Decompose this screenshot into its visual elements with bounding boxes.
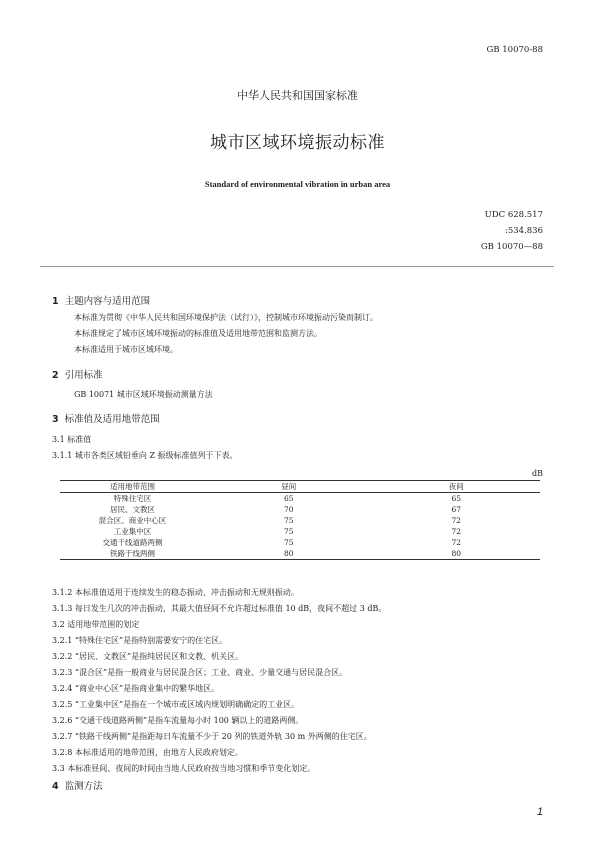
section-3-intro [52, 432, 238, 464]
table-cell: 铁路干线两侧 [110, 549, 155, 558]
gb-code: GB 10070—88 [480, 242, 543, 252]
paragraph: 3.2.1 “特殊住宅区”是指特别需要安宁的住宅区。 [52, 636, 228, 645]
section-4-heading [52, 778, 103, 792]
table-cell: 居民、文教区 [110, 505, 155, 514]
divider [40, 266, 554, 267]
table-cell: 混合区、商业中心区 [98, 516, 167, 525]
national-standard-label: 中华人民共和国国家标准 [237, 89, 358, 102]
table-row [60, 548, 540, 560]
table-cell: 80 [451, 549, 462, 558]
paragraph: 本标准为贯彻《中华人民共和国环境保护法（试行）》，控制城市环境振动污染而制订。 [74, 313, 378, 322]
section-3-heading [52, 411, 160, 425]
table-cell: 80 [283, 549, 294, 558]
table-cell: 75 [283, 527, 294, 536]
table-cell: 75 [283, 516, 294, 525]
paragraph: 3.2 适用地带范围的划定 [52, 620, 140, 629]
table-row [60, 526, 540, 537]
paragraph: 3.2.2 “居民、文教区”是指纯居民区和文教、机关区。 [52, 652, 244, 661]
table-row [60, 537, 540, 548]
table-row [60, 515, 540, 526]
table-cell: 交通干线道路两侧 [102, 538, 163, 547]
page-number: 1 [536, 806, 543, 818]
table-row [60, 504, 540, 515]
classification-codes [481, 207, 543, 255]
table-cell: 72 [451, 516, 462, 525]
vibration-standard-table [60, 480, 540, 560]
paragraph: 3.2.3 “混合区”是指一般商业与居民混合区；工业、商业、少量交通与居民混合区。 [52, 668, 348, 677]
section-number: 4 [52, 781, 59, 792]
paragraph: 3.1.3 每日发生几次的冲击振动，其最大值昼间不允许超过标准值 10 dB，夜间不超过 3 dB。 [52, 604, 387, 613]
section-number: 1 [52, 296, 59, 307]
page-title: 城市区域环境振动标准 [210, 133, 385, 153]
paragraph: 3.2.4 “商业中心区”是指商业集中的繁华地区。 [52, 684, 220, 693]
standard-number: GB 10070-88 [486, 45, 543, 55]
section-title: 主题内容与适用范围 [64, 296, 151, 307]
section-title: 标准值及适用地带范围 [64, 414, 160, 425]
section-3-body [52, 585, 386, 777]
column-header: 夜间 [448, 482, 464, 491]
paragraph: 3.2.5 “工业集中区”是指在一个城市或区域内规划明确确定的工业区。 [52, 700, 300, 709]
table-cell: 72 [451, 527, 462, 536]
section-title: 监测方法 [64, 781, 103, 792]
section-1-body [74, 310, 378, 358]
section-1-heading [52, 293, 150, 307]
paragraph: 3.1 标准值 [52, 435, 92, 444]
paragraph: GB 10071 城市区域环境振动测量方法 [74, 390, 213, 399]
section-title: 引用标准 [64, 370, 103, 381]
section-number: 2 [52, 370, 59, 381]
table-cell: 特殊住宅区 [113, 494, 152, 503]
unit-label: dB [532, 469, 543, 478]
table-row [60, 493, 540, 505]
column-header: 昼间 [281, 482, 297, 491]
udc-code-suffix: :534.836 [504, 226, 543, 236]
section-number: 3 [52, 414, 59, 425]
paragraph: 3.2.7 “铁路干线两侧”是指距每日车流量不少于 20 列的铁道外轨 30 m 外两侧的住宅区。 [52, 732, 372, 741]
table-cell: 工业集中区 [113, 527, 152, 536]
table-cell: 72 [451, 538, 462, 547]
paragraph: 本标准规定了城市区域环境振动的标准值及适用地带范围和监测方法。 [74, 329, 322, 338]
table-cell: 67 [451, 505, 462, 514]
paragraph: 3.3 本标准昼间、夜间的时间由当地人民政府按当地习惯和季节变化划定。 [52, 764, 316, 773]
table-cell: 65 [451, 494, 462, 503]
table-cell: 75 [283, 538, 294, 547]
table-cell: 70 [283, 505, 294, 514]
section-2-body [74, 387, 213, 403]
table-header-row [60, 481, 540, 493]
paragraph: 3.2.8 本标准适用的地带范围，由地方人民政府划定。 [52, 748, 243, 757]
paragraph: 3.1.2 本标准值适用于连续发生的稳态振动、冲击振动和无规则振动。 [52, 588, 299, 597]
column-header: 适用地带范围 [110, 482, 155, 491]
udc-code: UDC 628.517 [484, 210, 543, 220]
table-cell: 65 [283, 494, 294, 503]
section-2-heading [52, 367, 103, 381]
paragraph: 3.2.6 “交通干线道路两侧”是指车流量每小时 100 辆以上的道路两侧。 [52, 716, 304, 725]
english-title: Standard of environmental vibration in urban area [204, 179, 391, 189]
paragraph: 本标准适用于城市区域环境。 [74, 345, 178, 354]
paragraph: 3.1.1 城市各类区域铅垂向 Z 振级标准值列于下表。 [52, 451, 238, 460]
